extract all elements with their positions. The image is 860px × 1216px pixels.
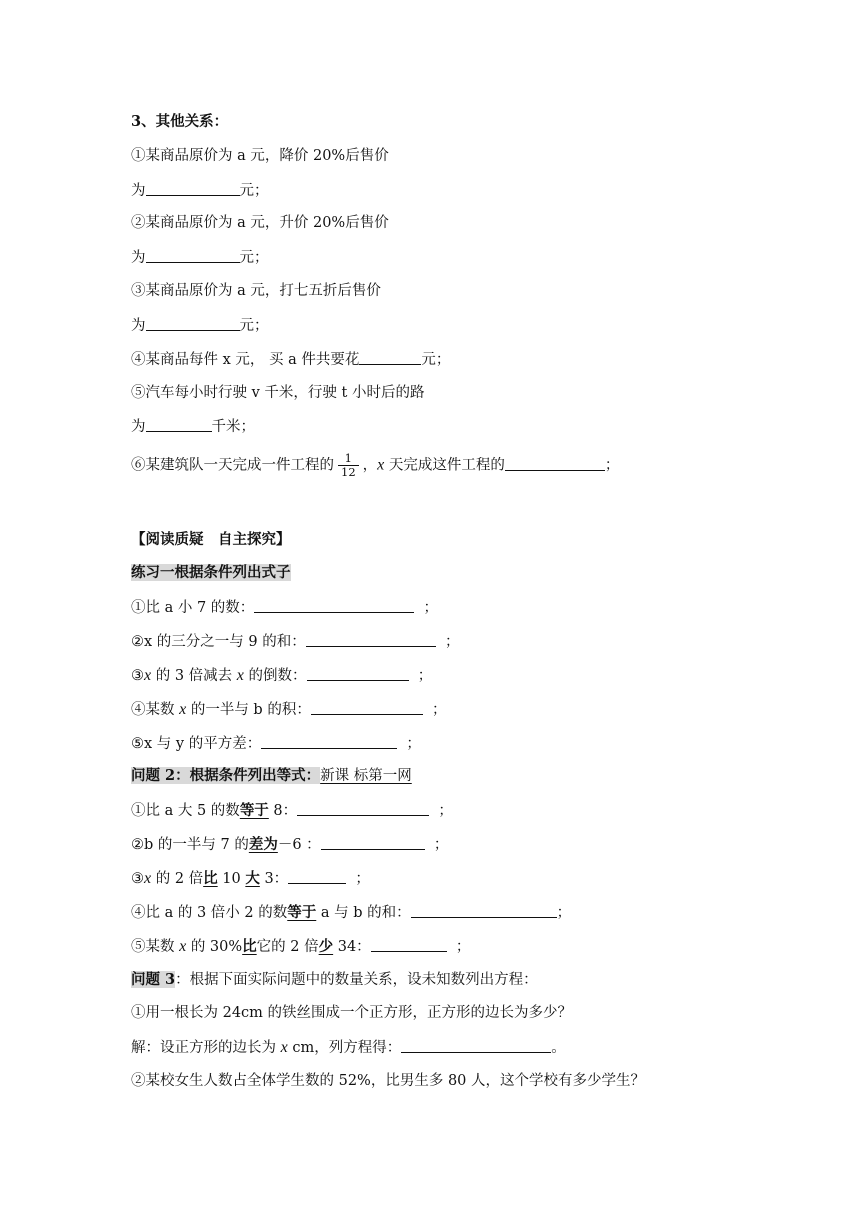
suffix-text: 元； bbox=[239, 183, 269, 199]
ex3-problem-1: ①用一根长为 24cm 的铁丝围成一个正方形，正方形的边长为多少？ bbox=[131, 1005, 573, 1021]
suffix-text: ； bbox=[355, 871, 370, 887]
question-text: ⑤某数 bbox=[131, 939, 180, 955]
keyword-underlined: 等于 bbox=[239, 802, 269, 819]
item-4-line bbox=[131, 349, 450, 370]
answer-blank[interactable] bbox=[261, 733, 397, 749]
question-text: 10 bbox=[217, 871, 246, 887]
prefix-text: 为 bbox=[131, 250, 146, 266]
answer-blank[interactable] bbox=[254, 597, 414, 613]
fraction bbox=[338, 452, 359, 479]
suffix-text: ； bbox=[604, 457, 620, 474]
prefix-text: 为 bbox=[131, 183, 146, 199]
answer-blank[interactable] bbox=[146, 180, 240, 196]
item-1-text: ①某商品原价为 a 元，降价 20%后售价 bbox=[131, 148, 389, 164]
exercise-3-title bbox=[131, 970, 538, 990]
suffix-text: 元； bbox=[239, 318, 269, 334]
keyword-underlined: 比 bbox=[203, 870, 218, 887]
answer-blank[interactable] bbox=[505, 455, 605, 471]
prefix-text: 为 bbox=[131, 318, 146, 334]
answer-blank[interactable] bbox=[321, 834, 425, 850]
math-variable: x bbox=[144, 870, 152, 887]
answer-blank[interactable] bbox=[146, 315, 240, 331]
answer-blank[interactable] bbox=[371, 936, 447, 952]
answer-blank[interactable] bbox=[311, 699, 423, 715]
suffix-text: ； bbox=[444, 634, 460, 650]
suffix-text: ； bbox=[455, 939, 471, 955]
suffix-text: ； bbox=[417, 668, 433, 684]
exercise-1-title bbox=[131, 563, 291, 583]
question-text: ①比 a 大 5 的数 bbox=[131, 803, 240, 819]
section-title: 3、其他关系： bbox=[131, 113, 229, 130]
source-link[interactable]: 新课 标第一网 bbox=[320, 768, 412, 784]
question-text: 的倒数： bbox=[243, 668, 307, 684]
answer-blank[interactable] bbox=[359, 349, 421, 365]
suffix-text: ； bbox=[556, 905, 572, 921]
ex3-problem-2: ②某校女生人数占全体学生数的 52%，比男生多 80 人，这个学校有多少学生？ bbox=[131, 1073, 646, 1089]
exercise-2-title-text: 问题 2：根据条件列出等式： bbox=[131, 767, 321, 784]
item-6-line bbox=[131, 452, 619, 479]
suffix-text: 元； bbox=[239, 250, 269, 266]
item-1-answer-line bbox=[131, 180, 269, 201]
ex1-q5 bbox=[131, 733, 421, 754]
keyword-underlined: 等于 bbox=[287, 904, 317, 921]
ex1-q3 bbox=[131, 665, 432, 686]
keyword-underlined: 少 bbox=[318, 938, 334, 955]
answer-blank[interactable] bbox=[146, 247, 240, 263]
question-text: ③ bbox=[131, 871, 144, 887]
math-variable: x bbox=[179, 701, 187, 718]
question-text: 的一半与 b 的积： bbox=[186, 702, 311, 718]
ex2-q1 bbox=[131, 800, 453, 821]
question-text: ④比 a 的 3 倍小 2 的数 bbox=[131, 905, 288, 921]
reading-section-header: 【阅读质疑 自主探究】 bbox=[131, 531, 291, 548]
item-3-text: ③某商品原价为 a 元，打七五折后售价 bbox=[131, 283, 381, 299]
question-text: ②x 的三分之一与 9 的和： bbox=[131, 634, 306, 650]
answer-blank[interactable] bbox=[306, 631, 436, 647]
ex2-q2 bbox=[131, 834, 448, 855]
ex3-solution-1 bbox=[131, 1037, 566, 1058]
fraction-numerator: 1 bbox=[338, 452, 359, 466]
comma: ， bbox=[362, 457, 378, 474]
question-text: －6 ： bbox=[277, 837, 321, 853]
question-text: 的 2 倍 bbox=[151, 871, 204, 887]
answer-blank[interactable] bbox=[288, 868, 346, 884]
exercise-3-instructions: ：根据下面实际问题中的数量关系，设未知数列出方程： bbox=[175, 972, 538, 988]
keyword-underlined: 大 bbox=[245, 870, 260, 887]
keyword-underlined: 差为 bbox=[248, 836, 278, 853]
question-text-2: 天完成这件工程的 bbox=[384, 457, 505, 474]
item-5-text: ⑤汽车每小时行驶 v 千米，行驶 t 小时后的路 bbox=[131, 385, 425, 401]
ex2-q4 bbox=[131, 902, 571, 923]
suffix-text: ； bbox=[423, 600, 439, 616]
question-text: 它的 2 倍 bbox=[256, 939, 319, 955]
math-variable: x bbox=[377, 456, 385, 474]
math-variable: x bbox=[236, 667, 244, 684]
question-text: 8： bbox=[268, 803, 298, 819]
answer-blank[interactable] bbox=[401, 1037, 551, 1053]
exercise-1-title-text: 练习一根据条件列出式子 bbox=[131, 564, 291, 581]
math-variable: x bbox=[280, 1039, 288, 1056]
question-text: ①比 a 小 7 的数： bbox=[131, 600, 255, 616]
question-text: ④某数 bbox=[131, 702, 180, 718]
suffix-text: ； bbox=[406, 736, 421, 752]
solution-text: cm，列方程得： bbox=[287, 1040, 402, 1056]
question-text: ④某商品每件 x 元， 买 a 件共要花 bbox=[131, 352, 360, 368]
question-text: ③ bbox=[131, 668, 144, 684]
suffix-text: 。 bbox=[551, 1040, 566, 1056]
question-text: 的 30% bbox=[186, 939, 243, 955]
keyword-underlined: 比 bbox=[242, 938, 257, 955]
answer-blank[interactable] bbox=[297, 800, 429, 816]
question-text: ⑤x 与 y 的平方差： bbox=[131, 736, 262, 752]
question-text: 的 3 倍减去 bbox=[151, 668, 237, 684]
question-text: a 与 b 的和： bbox=[316, 905, 411, 921]
answer-blank[interactable] bbox=[411, 902, 557, 918]
suffix-text: ； bbox=[438, 803, 453, 819]
suffix-text: ； bbox=[433, 837, 449, 853]
suffix-text: 千米； bbox=[211, 419, 255, 435]
ex1-q2 bbox=[131, 631, 459, 652]
question-text: ⑥某建筑队一天完成一件工程的 bbox=[131, 457, 334, 474]
ex2-q5 bbox=[131, 936, 470, 957]
fraction-denominator: 12 bbox=[341, 465, 356, 479]
answer-blank[interactable] bbox=[146, 416, 212, 432]
math-variable: x bbox=[179, 938, 187, 955]
question-text: 3： bbox=[259, 871, 289, 887]
solution-text: 解：设正方形的边长为 bbox=[131, 1040, 281, 1056]
prefix-text: 为 bbox=[131, 419, 146, 435]
answer-blank[interactable] bbox=[307, 665, 409, 681]
exercise-3-title-text: 问题 3 bbox=[131, 971, 176, 988]
item-2-text: ②某商品原价为 a 元，升价 20%后售价 bbox=[131, 215, 389, 231]
ex1-q1 bbox=[131, 597, 438, 618]
ex1-q4 bbox=[131, 699, 447, 720]
suffix-text: ； bbox=[432, 702, 447, 718]
math-variable: x bbox=[144, 667, 152, 684]
exercise-2-title bbox=[131, 766, 412, 786]
question-text: 34： bbox=[333, 939, 371, 955]
ex2-q3 bbox=[131, 868, 370, 889]
question-text: ②b 的一半与 7 的 bbox=[131, 837, 249, 853]
item-5-answer-line bbox=[131, 416, 255, 437]
item-2-answer-line bbox=[131, 247, 269, 268]
item-3-answer-line bbox=[131, 315, 269, 336]
suffix-text: 元； bbox=[421, 352, 451, 368]
